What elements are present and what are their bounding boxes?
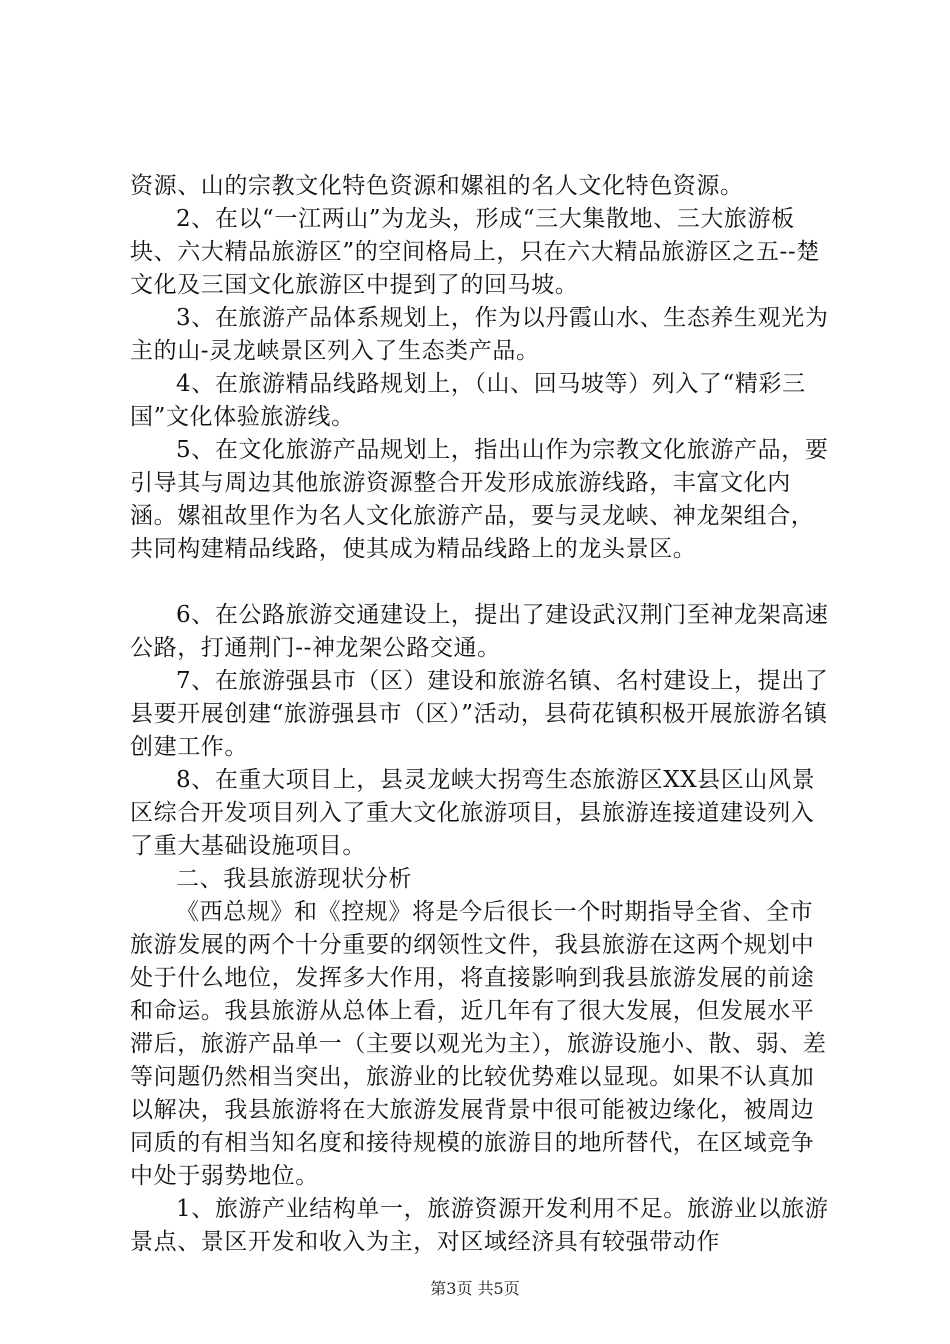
paragraph-item-2: 2、在以“一江两山”为龙头，形成“三大集散地、三大旅游板块、六大精品旅游区”的空间格局上，只在六大精品旅游区之五--楚文化及三国文化旅游区中提到了的回马坡。 (130, 206, 820, 298)
paragraph-item-6: 6、在公路旅游交通建设上，提出了建设武汉荆门至神龙架高速公路，打通荆门--神龙架公路交通。 (130, 602, 829, 661)
paragraph-item-5: 5、在文化旅游产品规划上，指出山作为宗教文化旅游产品，要引导其与周边其他旅游资源整合开发形成旅游线路，丰富文化内涵。嫘祖故里作为名人文化旅游产品，要与灵龙峡、神龙架组合，共同构建精品线路，使其成为精品线路上的龙头景区。 (130, 437, 829, 562)
paragraph-item-4: 4、在旅游精品线路规划上，（山、回马坡等）列入了“精彩三国”文化体验旅游线。 (130, 371, 806, 430)
paragraph-issue-1: 1、旅游产业结构单一，旅游资源开发利用不足。旅游业以旅游景点、景区开发和收入为主，对区域经济具有较强带动作 (130, 1196, 829, 1255)
section-heading: 二、我县旅游现状分析 (176, 866, 412, 892)
paragraph-item-8: 8、在重大项目上，县灵龙峡大拐弯生态旅游区XX县区山风景区综合开发项目列入了重大文化旅游项目，县旅游连接道建设列入了重大基础设施项目。 (130, 767, 816, 859)
blank-line (130, 566, 830, 599)
paragraph-analysis: 《西总规》和《控规》将是今后很长一个时期指导全省、全市旅游发展的两个十分重要的纲领性文件，我县旅游在这两个规划中处于什么地位，发挥多大作用，将直接影响到我县旅游发展的前途和命运。我县旅游从总体上看，近几年有了很大发展，但发展水平滞后，旅游产品单一（主要以观光为主），旅游设施小、散、弱、差等问题仍然相当突出，旅游业的比较优势难以显现。如果不认真加以解决，我县旅游将在大旅游发展背景中很可能被边缘化，被周边同质的有相当知名度和接待规模的旅游目的地所替代，在区域竞争中处于弱势地位。 (130, 899, 827, 1189)
paragraph-continuation: 资源、山的宗教文化特色资源和嫘祖的名人文化特色资源。 (130, 173, 744, 199)
page-number: 第3页 共5页 (430, 1279, 520, 1298)
body-text (130, 170, 830, 1259)
paragraph-item-3: 3、在旅游产品体系规划上，作为以丹霞山水、生态养生观光为主的山-灵龙峡景区列入了生态类产品。 (130, 305, 829, 364)
paragraph-item-7: 7、在旅游强县市（区）建设和旅游名镇、名村建设上，提出了县要开展创建“旅游强县市（区）”活动，县荷花镇积极开展旅游名镇创建工作。 (130, 668, 829, 760)
